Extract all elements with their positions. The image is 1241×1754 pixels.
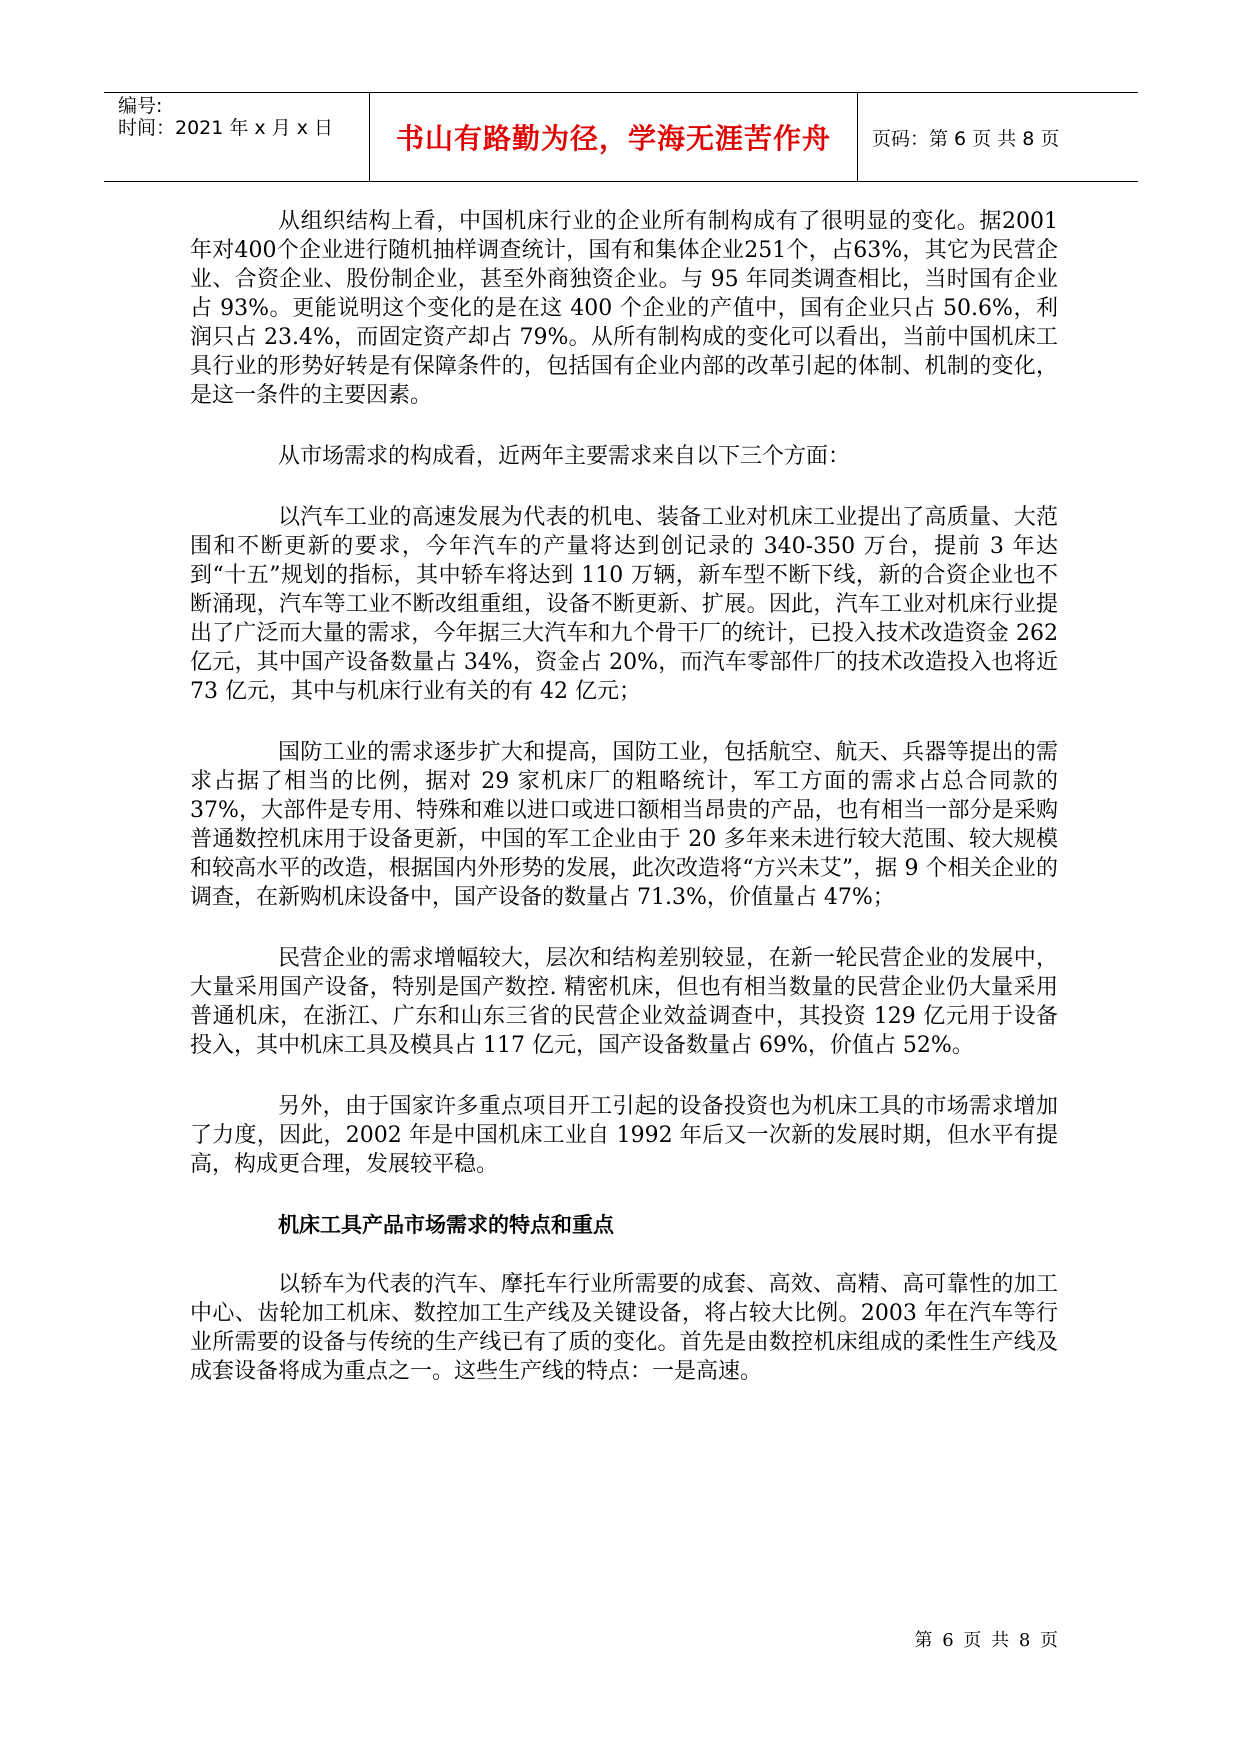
paragraph-automotive: 以汽车工业的高速发展为代表的机电、装备工业对机床工业提出了高质量、大范围和不断更新的要求，今年汽车的产量将达到创记录的 340-350 万台，提前 3 年达到“十五”规划的指标，其中轿车将达到 110 万辆，新车型不断下线，新的合资企业也不断涌现，汽车等工业不断改组重组，设备不断更新、扩展。因此，汽车工业对机床行业提出了广泛而大量的需求，今年据三大汽车和九个骨干厂的统计，已投入技术改造资金 262 亿元，其中国产设备数量占 34%，资金占 20%，而汽车零部件厂的技术改造投入也将近 73 亿元，其中与机床行业有关的有 42 亿元；: [190, 505, 1058, 704]
header-page-cell: [858, 93, 1138, 181]
paragraph-demand-intro: 从市场需求的构成看，近两年主要需求来自以下三个方面：: [278, 444, 851, 469]
paragraph-features: 以轿车为代表的汽车、摩托车行业所需要的成套、高效、高精、高可靠性的加工中心、齿轮加工机床、数控加工生产线及关键设备，将占较大比例。2003 年在汽车等行业所需要的设备与传统的生产线已有了质的变化。首先是由数控机床组成的柔性生产线及成套设备将成为重点之一。这些生产线的特点：一是高速。: [190, 1272, 1058, 1384]
document-time-label: 时间：2021 年 x 月 x 日: [118, 117, 334, 139]
header-motto-cell: [369, 93, 858, 181]
paragraph-defense: 国防工业的需求逐步扩大和提高，国防工业，包括航空、航天、兵器等提出的需求占据了相当的比例，据对 29 家机床厂的粗略统计，军工方面的需求占总合同款的 37%，大部件是专用、特殊和难以进口或进口额相当昂贵的产品，也有相当一部分是采购普通数控机床用于设备更新，中国的军工企业由于 20 多年来未进行较大范围、较大规模和较高水平的改造，根据国内外形势的发展，此次改造将“方兴未艾”，据 9 个相关企业的调查，在新购机床设备中，国产设备的数量占 71.3%，价值量占 47%；: [190, 740, 1058, 910]
header-motto: 书山有路勤为径，学海无涯苦作舟: [395, 122, 831, 155]
document-number-label: 编号:: [118, 95, 163, 117]
section-heading: 机床工具产品市场需求的特点和重点: [278, 1213, 614, 1237]
page-header: [104, 92, 1138, 182]
paragraph-ownership: 从组织结构上看，中国机床行业的企业所有制构成有了很明显的变化。据2001年对400个企业进行随机抽样调查统计，国有和集体企业251个，占63%，其它为民营企业、合资企业、股份制企业，甚至外商独资企业。与 95 年同类调查相比，当时国有企业占 93%。更能说明这个变化的是在这 400 个企业的产值中，国有企业只占 50.6%，利润只占 23.4%，而固定资产却占 79%。从所有制构成的变化可以看出，当前中国机床工具行业的形势好转是有保障条件的，包括国有企业内部的改革引起的体制、机制的变化，是这一条件的主要因素。: [190, 209, 1058, 408]
document-body: [190, 207, 1058, 1418]
paragraph-private: 民营企业的需求增幅较大，层次和结构差别较显，在新一轮民营企业的发展中，大量采用国产设备，特别是国产数控. 精密机床，但也有相当数量的民营企业仍大量采用普通机床，在浙江、广东和山东三省的民营企业效益调查中，其投资 129 亿元用于设备投入，其中机床工具及模具占 117 亿元，国产设备数量占 69%，价值占 52%。: [190, 946, 1058, 1058]
header-page-code: 页码：第 6 页 共 8 页: [872, 127, 1060, 150]
paragraph-other: 另外，由于国家许多重点项目开工引起的设备投资也为机床工具的市场需求增加了力度，因此，2002 年是中国机床工业自 1992 年后又一次新的发展时期，但水平有提高，构成更合理，发展较平稳。: [190, 1094, 1058, 1177]
page-footer: 第 6 页 共 8 页: [914, 1630, 1060, 1651]
header-info-cell: [104, 93, 369, 181]
